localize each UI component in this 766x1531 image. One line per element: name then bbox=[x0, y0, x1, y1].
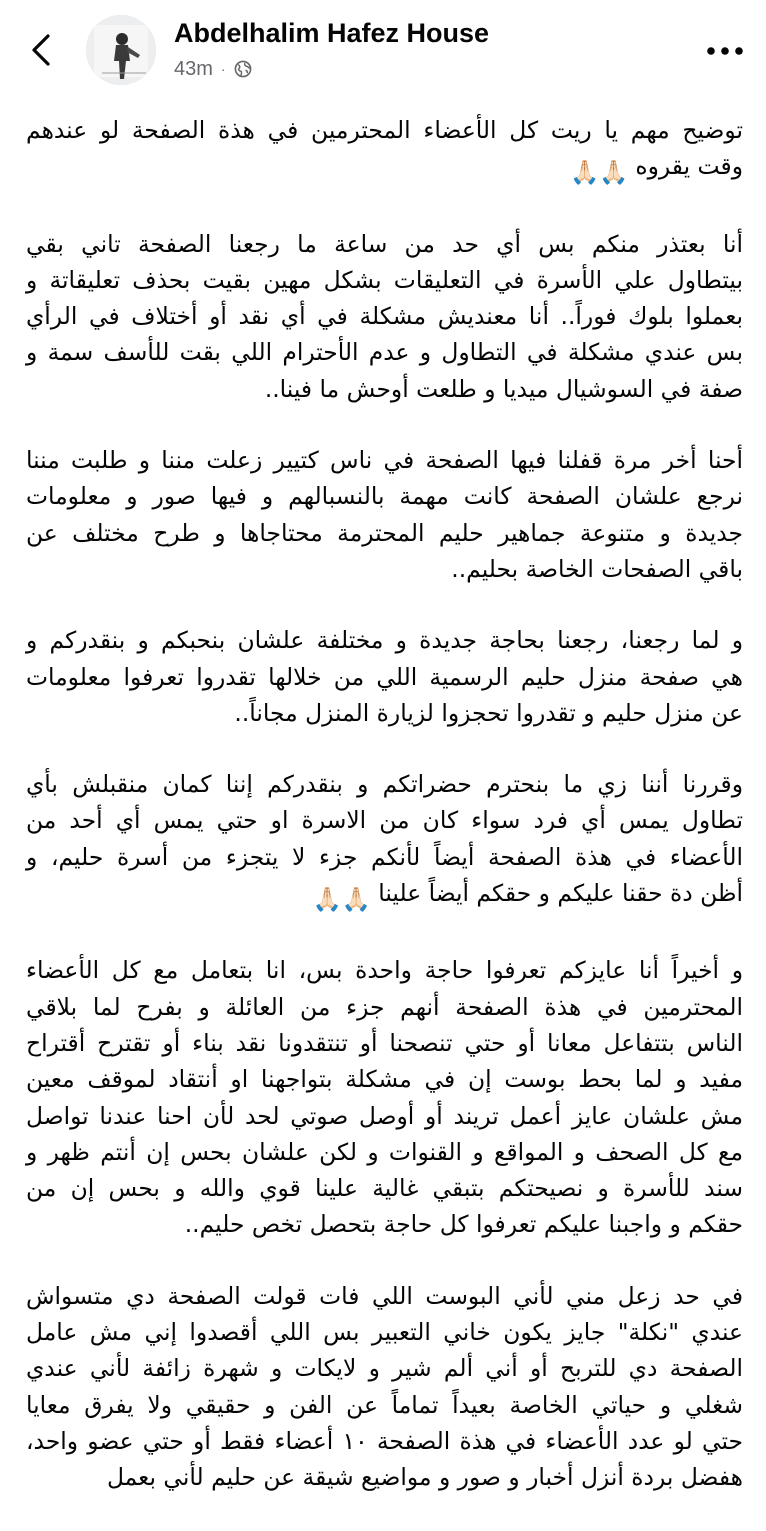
post-line bbox=[26, 148, 743, 190]
post-line-text: حقكم و واجبنا عليكم تعرفوا كل حاجة بتحصل تخص حليم.. bbox=[184, 1210, 743, 1239]
post-line-text: باقي الصفحات الخاصة بحليم.. bbox=[451, 554, 743, 583]
post-line bbox=[26, 1098, 743, 1134]
post-line-text: عن منزل حليم و تقدروا تحجزوا لزيارة المنزل مجاناً.. bbox=[234, 698, 743, 727]
more-dots-icon bbox=[703, 36, 747, 66]
post-line-text: تطاول يمس أي فرد سواء كان من الاسرة او حتي يمس أي أحد من bbox=[26, 806, 743, 835]
more-options-button[interactable] bbox=[703, 36, 747, 66]
post-line bbox=[26, 1350, 743, 1386]
post-line-text: صفة في السوشيال ميديا و طلعت أوحش ما فينا.. bbox=[264, 374, 743, 403]
post-line bbox=[26, 695, 743, 731]
post-line-text: في حد زعل مني لأني البوست اللي فات قولت الصفحة دي متسواش bbox=[26, 1281, 743, 1310]
post-paragraph bbox=[26, 622, 743, 731]
post-line-text: وقررنا أننا زي ما بنحترم حضراتكم و بنقدركم إننا كمان منقبلش بأي bbox=[26, 770, 743, 799]
post-line bbox=[26, 478, 743, 514]
post-line bbox=[26, 1206, 743, 1242]
post-line-text: و أخيراً أنا عايزكم تعرفوا حاجة واحدة بس، انا بتعامل مع كل الأعضاء bbox=[26, 956, 743, 985]
post-line-text: هي صفحة منزل حليم الرسمية اللي من خلالها تقدروا تعرفوا معلومات bbox=[26, 662, 743, 691]
post-paragraph bbox=[26, 766, 743, 917]
post-line bbox=[26, 659, 743, 695]
post-paragraph bbox=[26, 112, 743, 191]
post-paragraph bbox=[26, 1278, 743, 1496]
page-avatar[interactable] bbox=[86, 15, 156, 85]
folded-hands-emoji-icon: 🙏🏻🙏🏻 bbox=[312, 885, 371, 914]
post-paragraph bbox=[26, 952, 743, 1242]
post-line-text: أنا بعتذر منكم بس أي حد من ساعة ما رجعنا الصفحة تاني بقي bbox=[26, 229, 743, 258]
post-line-text: سند للأسرة و نصيحتكم بتبقي غالية علينا قوي والله و بحس إن من bbox=[26, 1174, 743, 1203]
post-line bbox=[26, 622, 743, 658]
post-line-text: حتي لو عدد الأعضاء في هذة الصفحة ١٠ أعضاء فقط أو حتي عضو واحد، bbox=[26, 1426, 743, 1455]
post-line bbox=[26, 1061, 743, 1097]
post-line bbox=[26, 1170, 743, 1206]
post-line-text: مفيد و لما بحط بوست إن في مشكلة بتواجهنا او أنتقاد لموقف معين bbox=[26, 1065, 743, 1094]
post-header bbox=[0, 0, 766, 100]
post-line-text: توضيح مهم يا ريت كل الأعضاء المحترمين في هذة الصفحة لو عندهم bbox=[26, 116, 743, 144]
post-line bbox=[26, 989, 743, 1025]
post-line-text: عندي "نكلة" جايز يكون خاني التعبير بس اللي أقصدوا إني مش عامل bbox=[26, 1318, 743, 1347]
post-line-text: أحنا أخر مرة قفلنا فيها الصفحة في ناس كتيير زعلت مننا و طلبت مننا bbox=[26, 446, 743, 475]
post-line-text: جديدة و متنوعة جماهير حليم المحترمة محتاجاها و طرح مختلف عن bbox=[26, 518, 743, 547]
post-line-text: الأعضاء في هذة الصفحة أيضاً لأنكم جزء لا يتجزء من أسرة حليم، و bbox=[26, 842, 743, 871]
globe-icon bbox=[234, 60, 252, 78]
post-line bbox=[26, 1423, 743, 1459]
post-line-text: و لما رجعنا، رجعنا بحاجة جديدة و مختلفة علشان بنحبكم و بنقدركم و bbox=[26, 626, 743, 655]
page-name[interactable]: Abdelhalim Hafez House bbox=[174, 18, 490, 48]
post-line bbox=[26, 1314, 743, 1350]
post-line-text: الناس بتتفاعل معانا أو حتي تنصحنا أو تنتقدونا نقد بناء أو تقترح أقتراح bbox=[26, 1028, 743, 1057]
post-line bbox=[26, 112, 743, 148]
post-line bbox=[26, 1459, 743, 1495]
post-line bbox=[26, 298, 743, 334]
post-line-text: مش علشان عايز أعمل تريند أو أوصل صوتي لحد لأن احنا عندنا تواصل bbox=[26, 1101, 743, 1130]
post-line bbox=[26, 875, 743, 917]
post-line bbox=[26, 262, 743, 298]
post-line bbox=[26, 551, 743, 587]
post-line bbox=[26, 839, 743, 875]
avatar-image bbox=[86, 15, 156, 85]
post-line-text: المحترمين في هذة الصفحة أنهم جزء من العائلة و بفرح لما بلاقي bbox=[26, 992, 743, 1021]
chevron-left-icon bbox=[22, 30, 62, 70]
post-line-text: شغلي و حياتي الخاصة بعيداً تماماً عن الفن و حقيقي ولا يفرق معايا bbox=[26, 1390, 743, 1419]
post-line bbox=[26, 1134, 743, 1170]
post-line bbox=[26, 226, 743, 262]
post-line-text: الصفحة دي للتربح أو أني ألم شير و لايكات و شهرة زائفة لأني عندي bbox=[26, 1354, 743, 1383]
post-text bbox=[26, 112, 743, 1531]
meta-separator: · bbox=[220, 61, 226, 77]
post-line bbox=[26, 1278, 743, 1314]
post-line bbox=[26, 442, 743, 478]
post-line bbox=[26, 515, 743, 551]
post-line-text: نرجع علشان الصفحة كانت مهمة بالنسبالهم و فيها صور و معلومات bbox=[26, 482, 743, 511]
back-button[interactable] bbox=[22, 30, 62, 70]
post-line bbox=[26, 766, 743, 802]
post-line-text: وقت يقروه bbox=[635, 152, 743, 181]
post-line-text: بس عندي مشكلة في التطاول و عدم الأحترام اللي بقت للأسف سمة و bbox=[26, 338, 743, 367]
post-line bbox=[26, 334, 743, 370]
post-line-text: بيتطاول علي الأسرة في التعليقات بشكل مهين بقيت بحذف تعليقاتة و bbox=[26, 265, 743, 294]
post-line-text: هفضل بردة أنزل أخبار و صور و مواضيع شيقة عن حليم لأني بعمل bbox=[106, 1463, 743, 1492]
folded-hands-emoji-icon: 🙏🏻🙏🏻 bbox=[570, 158, 628, 187]
post-line-text: مع كل الصحف و المواقع و القنوات و لكن علشان بحس إن أنتم ظهر و bbox=[26, 1137, 743, 1166]
post-line bbox=[26, 1387, 743, 1423]
post-line bbox=[26, 952, 743, 988]
post-line-text: بعملوا بلوك فوراً.. أنا معنديش مشكلة في أي نقد أو أختلاف في الرأي bbox=[26, 302, 743, 331]
post-time[interactable]: 43m bbox=[174, 57, 213, 80]
post-line bbox=[26, 802, 743, 838]
post-line bbox=[26, 371, 743, 407]
post-line bbox=[26, 1025, 743, 1061]
post-paragraph bbox=[26, 226, 743, 407]
post-meta bbox=[174, 56, 252, 82]
post-line-text: أظن دة حقنا عليكم و حقكم أيضاً علينا bbox=[378, 879, 743, 908]
post-paragraph bbox=[26, 442, 743, 587]
